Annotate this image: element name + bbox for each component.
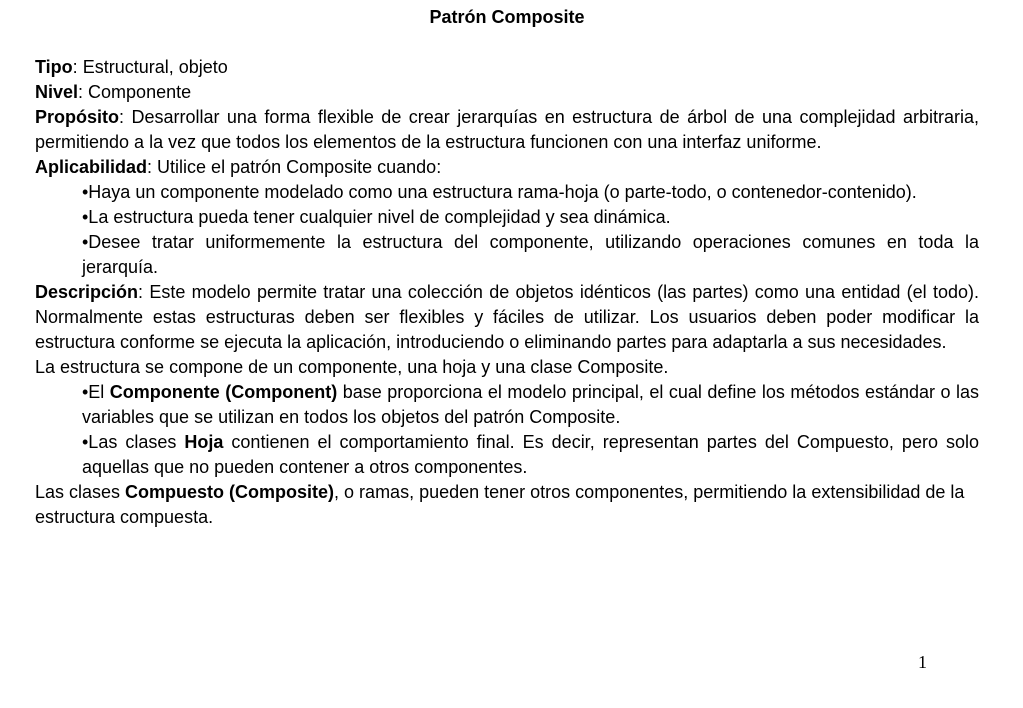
- hoja-bullet-post: contienen el comportamiento final. Es decir, representan partes del Compuesto, pero solo aquellas que no pueden contener a otros componentes.: [82, 432, 979, 477]
- hoja-bullet: [82, 430, 979, 480]
- compuesto-pre: Las clases: [35, 482, 126, 502]
- page-number: 1: [918, 652, 927, 672]
- aplicabilidad-bullet-3: •Desee tratar uniformemente la estructura del componente, utilizando operaciones comunes en toda la jerarquía.: [82, 232, 979, 277]
- componente-bullet-pre: •El: [82, 382, 110, 402]
- nivel-value: Componente: [88, 82, 192, 102]
- proposito-separator: :: [119, 107, 132, 127]
- descripcion-text: Este modelo permite tratar una colección de objetos idénticos (las partes) como una entidad (el todo). Normalmente estas estructuras deben ser flexibles y fáciles de utilizar. Los usuarios deben poder modificar la estructura conforme se ejecuta la aplicación, introduciendo o eliminando partes para adaptarla a sus necesidades.: [35, 282, 979, 352]
- compuesto-bold: Compuesto (Composite): [125, 482, 335, 502]
- tipo-separator: :: [72, 57, 83, 77]
- aplicabilidad-bullet-2: •La estructura pueda tener cualquier nivel de complejidad y sea dinámica.: [82, 207, 671, 227]
- tipo-value: Estructural, objeto: [82, 57, 228, 77]
- componente-bullet-post: base proporciona el modelo principal, el cual define los métodos estándar o las variables que se utilizan en todos los objetos del patrón Composite.: [82, 382, 979, 427]
- aplicabilidad-bullet-1: •Haya un componente modelado como una estructura rama-hoja (o parte-todo, o contenedor-contenido).: [82, 182, 917, 202]
- aplicabilidad-label: Aplicabilidad: [35, 157, 148, 177]
- tipo-line: [35, 55, 979, 80]
- aplicabilidad-text: Utilice el patrón Composite cuando:: [157, 157, 442, 177]
- estructura-intro: La estructura se compone de un componente, una hoja y una clase Composite.: [35, 357, 669, 377]
- tipo-label: Tipo: [35, 57, 73, 77]
- aplicabilidad-line: [35, 155, 979, 180]
- componente-bullet: [82, 380, 979, 430]
- compuesto-post: , o ramas, pueden tener otros componentes, permitiendo la extensibilidad de la estructura compuesta.: [35, 482, 965, 527]
- componente-bullet-bold: Componente (Component): [109, 382, 338, 402]
- hoja-bullet-bold: Hoja: [184, 432, 224, 452]
- aplicabilidad-separator: :: [147, 157, 158, 177]
- descripcion-paragraph: [35, 280, 979, 355]
- nivel-line: [35, 80, 979, 105]
- document-page: [35, 5, 979, 530]
- hoja-bullet-pre: •Las clases: [82, 432, 185, 452]
- proposito-paragraph: [35, 105, 979, 155]
- proposito-text: Desarrollar una forma flexible de crear jerarquías en estructura de árbol de una complejidad arbitraria, permitiendo a la vez que todos los elementos de la estructura funcionen con una interfaz uniforme.: [35, 107, 979, 152]
- descripcion-separator: :: [138, 282, 150, 302]
- compuesto-paragraph: [35, 480, 979, 530]
- nivel-separator: :: [78, 82, 89, 102]
- proposito-label: Propósito: [35, 107, 119, 127]
- descripcion-label: Descripción: [35, 282, 139, 302]
- nivel-label: Nivel: [35, 82, 79, 102]
- page-title: Patrón Composite: [429, 7, 585, 27]
